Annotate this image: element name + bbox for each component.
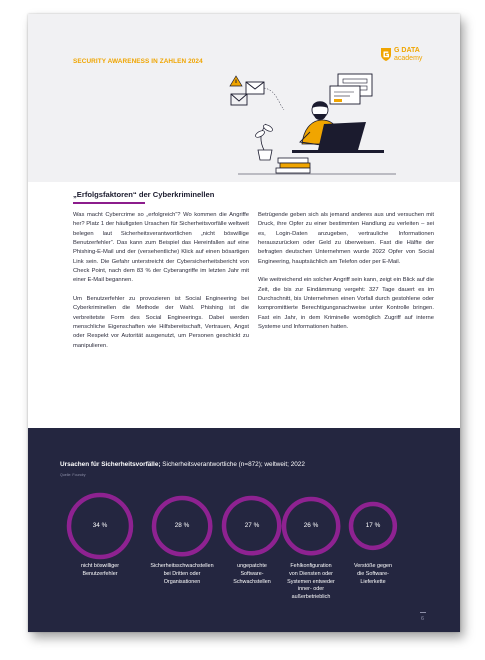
- header-band: [28, 14, 460, 182]
- text-column-right: [258, 211, 434, 342]
- paragraph: Wie weitreichend ein solcher Angriff sein kann, zeigt ein Blick auf die Zeit, die bis zur Eindämmung vergeht: 327 Tage dauert es im Durchschnitt, bis Unternehmen einen Vorfall durch gestohlene oder kompromittierte Berechtigungsnachweise unter Kontrolle bringen. Fast ein Jahr, in dem Kriminelle womöglich Zugriff auf interne Systeme und Informationen hatten.: [258, 277, 434, 331]
- warning-envelope-icon: [230, 76, 264, 94]
- plant-icon: [254, 123, 273, 160]
- ring-caption: Fehlkonfiguration von Diensten oder Systemen entweder inner- oder außerbetrieblich: [287, 563, 335, 601]
- paragraph: Um Benutzerfehler zu provozieren ist Social Engineering bei Cyberkriminellen die Methode der Wahl. Phishing ist die verbreitetste Form des Social Engineerings. Dabei werden menschliche Eigenschaften wie Hilfsbereitschaft, Vertrauen, Angst oder Respekt vor Autorität ausgenutzt, um Personen geschickt zu manipulieren.: [73, 296, 249, 349]
- paragraph: Betrügende geben sich als jemand anderes aus und versuchen mit Druck, ihre Opfer zu einer bestimmten Handlung zu verleiten – sei es, Login-Daten anzugeben, vertrauliche Informationen herauszurücken oder Geld zu überweisen. Fast die Hälfte der befragten deutschen Unternehmen wurde 2022 Opfer von Social Engineering, hauptsächlich am Telefon oder per E-Mail.: [258, 212, 434, 265]
- logo-subline: academy: [394, 55, 423, 62]
- chart-title-rest: Sicherheitsverantwortliche (n=872); weltweit; 2022: [160, 461, 305, 468]
- gdata-academy-logo: [380, 47, 423, 67]
- kicker-title: SECURITY AWARENESS IN ZAHLEN 2024: [73, 58, 203, 65]
- chart-title: [60, 461, 305, 468]
- text-column-left: [73, 211, 249, 361]
- login-form-icon: [330, 74, 372, 104]
- ring-caption: ungepatchte Software- Schwachstellen: [233, 563, 271, 585]
- ring-caption: Verstöße gegen die Software- Lieferkette: [353, 563, 393, 585]
- chart-title-bold: Ursachen für Sicherheitsvorfälle;: [60, 461, 161, 468]
- paragraph: Was macht Cybercrime so „erfolgreich“? Wo kommen die Angriffe her? Platz 1 der häufigsten Ursachen für Sicherheitsvorfälle weltweit belegen laut Sicherheitsverantwortlichen „nicht böswillige Benutzerfehler“. Das kann zum Beispiel das Hereinfallen auf eine Phishing-E-Mail und der (versehentliche) Klick auf einen bösartigen Link sein. Die Gefahr unterstreicht der Cybersicherheitsbericht von Check Point, nach dem 83 % der Cyberangriffe im letzten Jahr mit einer E-Mail begannen.: [73, 212, 249, 284]
- ring-value-label: 28 %: [174, 522, 190, 529]
- logo-wordmark: G DATA: [394, 47, 420, 54]
- statistics-panel: [28, 428, 460, 632]
- ring-caption: Sicherheitsschwachstellen bei Dritten oder Organisationen: [150, 563, 214, 585]
- ring-value-label: 17 %: [365, 522, 381, 529]
- brochure-page: [28, 14, 460, 632]
- envelope-icon: [231, 94, 247, 105]
- gdata-shield-icon: [380, 47, 392, 62]
- page-number-rule: [420, 612, 426, 613]
- title-underline: [73, 202, 145, 204]
- section-title: „Erfolgsfaktoren“ der Cyberkriminellen: [73, 190, 215, 199]
- ring-value-label: 27 %: [244, 522, 260, 529]
- hacker-illustration: [218, 72, 408, 184]
- ring-value-label: 26 %: [303, 522, 319, 529]
- page-number: 6: [421, 616, 425, 622]
- chart-source: Quelle: Foundry: [60, 473, 86, 477]
- ring-value-label: 34 %: [92, 522, 108, 529]
- ring-caption: nicht böswilliger Benutzerfehler: [80, 563, 120, 577]
- books-icon: [276, 158, 310, 173]
